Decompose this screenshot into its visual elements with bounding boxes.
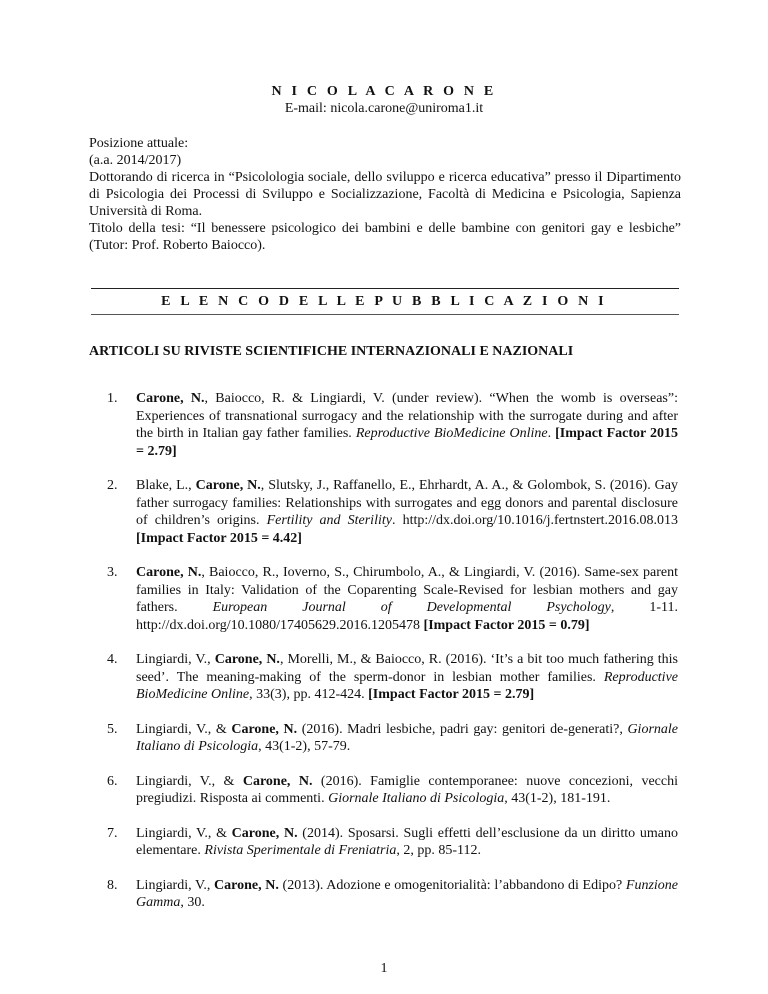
publication-item: [107, 721, 678, 756]
publication-details: , 43(1-2), 57-79.: [258, 739, 351, 754]
publication-authors-before: Lingiardi, V., &: [136, 825, 232, 841]
author-name: N I C O L A C A R O N E: [271, 84, 497, 99]
publication-details: .: [547, 426, 556, 441]
publication-item: [107, 477, 678, 547]
publication-highlight-author: Carone, N.: [242, 773, 313, 789]
publication-details: , 43(1-2), 181-191.: [504, 791, 611, 806]
publication-details: , 2, pp. 85-112.: [396, 843, 482, 858]
publication-text: (2013). Adozione e omogenitorialità: l’abbandono di Edipo?: [278, 877, 626, 893]
publication-text: (2014). Sposarsi. Sugli effetti dell’esclusione da un diritto umano elementare.: [136, 825, 678, 858]
section-divider-bottom: [91, 314, 679, 315]
current-position-block: [89, 135, 681, 254]
publication-item: [107, 877, 678, 912]
publication-item: [107, 564, 678, 634]
publication-details: , 1-11. http://dx.doi.org/10.1080/17405629.2016.1205478: [136, 600, 678, 633]
publication-impact-factor: [Impact Factor 2015 = 4.42]: [136, 530, 302, 546]
publication-text: , Morelli, M., & Baiocco, R. (2016). ‘It’s a bit too much fathering this seed’. The meaning-making of the sperm-donor in lesbian mother families.: [136, 652, 678, 685]
subsection-title: ARTICOLI SU RIVISTE SCIENTIFICHE INTERNAZIONALI E NAZIONALI: [89, 344, 574, 359]
author-email: E-mail: nicola.carone@uniroma1.it: [284, 101, 484, 116]
position-label: Posizione attuale:: [89, 136, 189, 151]
publication-highlight-author: Carone, N.: [214, 877, 279, 893]
publication-authors-before: Lingiardi, V.,: [136, 652, 215, 667]
publication-highlight-author: Carone, N.: [231, 721, 298, 737]
page-number: 1: [380, 961, 388, 976]
publication-authors-before: Lingiardi, V., &: [136, 721, 232, 737]
position-description: Dottorando di ricerca in “Psicolologia sociale, dello sviluppo e ricerca educativa” presso il Dipartimento di Psicologia dei Processi di Sviluppo e Socializzazione, Facoltà di Medicina e Psicologia, Sapienza Università di Roma.: [89, 170, 681, 219]
section-title: E L E N C O D E L L E P U B B L I C A Z I O N I: [161, 294, 607, 309]
publication-journal: Giornale Italiano di Psicologia: [136, 721, 678, 754]
publication-number: 8.: [107, 877, 118, 893]
publication-highlight-author: Carone, N.: [231, 825, 298, 841]
publication-journal: Giornale Italiano di Psicologia: [328, 791, 505, 806]
publication-number: 1.: [107, 391, 118, 406]
publication-number: 3.: [107, 565, 118, 580]
publication-text: , Slutsky, J., Raffanello, E., Ehrhardt, A. A., & Golombok, S. (2016). Gay father surrogacy families: Relationships with surrogates and egg donors and parental disclosure of children’s origins.: [136, 478, 678, 528]
publication-journal: Reproductive BioMedicine Online: [355, 426, 548, 441]
publication-item: [107, 651, 678, 704]
publication-details: , 33(3), pp. 412-424.: [249, 687, 369, 702]
publication-highlight-author: Carone, N.: [214, 652, 280, 667]
position-period: (a.a. 2014/2017): [89, 153, 182, 168]
thesis-title: Titolo della tesi: “Il benessere psicologico dei bambini e delle bambine con genitori gay e lesbiche” (Tutor: Prof. Roberto Baiocco).: [89, 221, 681, 253]
publication-journal: Funzione Gamma: [136, 877, 678, 910]
publication-item: [107, 825, 678, 860]
publication-journal: Rivista Sperimentale di Freniatria: [204, 843, 397, 858]
publication-text: (2016). Famiglie contemporanee: nuove concezioni, vecchi pregiudizi. Risposta ai commenti.: [136, 773, 678, 806]
publication-highlight-author: Carone, N.: [195, 478, 261, 493]
publication-text: , Baiocco, R., Ioverno, S., Chirumbolo, A., & Lingiardi, V. (2016). Same-sex parent families in Italy: Validation of the Coparenting Scale-Revised for lesbian mothers and gay fathers.: [136, 565, 678, 615]
publication-journal: European Journal of Developmental Psychology: [212, 600, 611, 615]
publication-text: , Baiocco, R. & Lingiardi, V. (under review). “When the womb is overseas”: Experiences of transnational surrogacy and the relationship with the surrogate during and after the birth in Italian gay father families.: [136, 391, 678, 441]
publication-number: 2.: [107, 478, 118, 493]
publication-list: [107, 390, 678, 929]
publication-number: 5.: [107, 721, 118, 737]
publication-journal: Fertility and Sterility: [266, 513, 392, 528]
publication-number: 7.: [107, 825, 118, 841]
publication-authors-before: Blake, L.,: [136, 478, 196, 493]
publication-impact-factor: [Impact Factor 2015 = 0.79]: [423, 617, 590, 633]
publication-impact-factor: [Impact Factor 2015 = 2.79]: [368, 687, 535, 702]
publication-number: 6.: [107, 773, 118, 789]
publication-highlight-author: Carone, N.: [136, 565, 202, 580]
publication-authors-before: Lingiardi, V., &: [136, 773, 243, 789]
publication-item: [107, 390, 678, 460]
publication-authors-before: Lingiardi, V.,: [136, 877, 214, 893]
publication-number: 4.: [107, 652, 118, 667]
publication-journal: Reproductive BioMedicine Online: [136, 669, 678, 702]
publication-details: , 30.: [180, 895, 205, 910]
publication-text: (2016). Madri lesbiche, padri gay: genitori de-generati?,: [297, 721, 628, 737]
publication-details: . http://dx.doi.org/10.1016/j.fertnstert.2016.08.013: [391, 513, 679, 528]
publication-impact-factor: [Impact Factor 2015 = 2.79]: [136, 426, 679, 459]
publication-highlight-author: Carone, N.: [136, 391, 205, 406]
publication-item: [107, 773, 678, 808]
